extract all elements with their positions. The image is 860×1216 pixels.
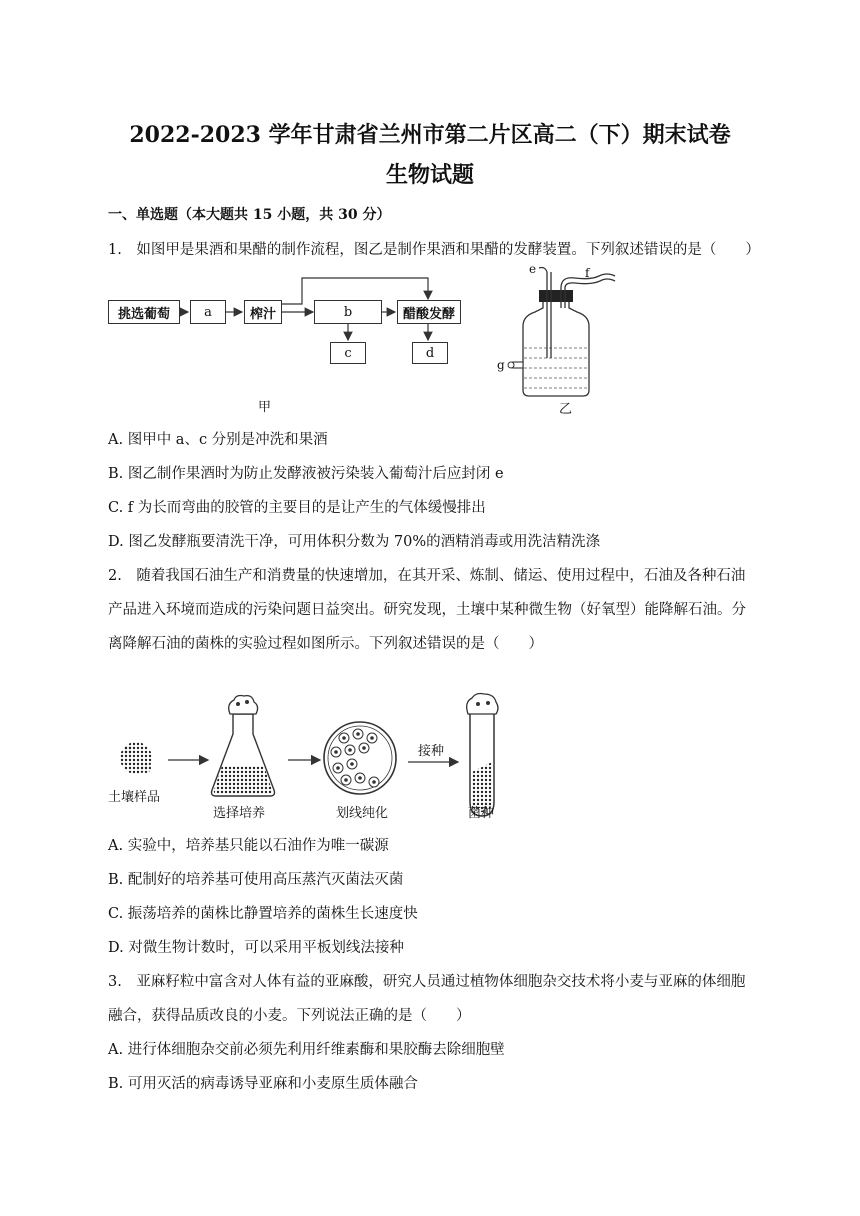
label-streak-purification: 划线纯化 — [336, 806, 389, 821]
figure-label-jia: 甲 — [258, 400, 272, 415]
label-e: e — [529, 262, 537, 276]
q2-option-b: B. 配制好的培养基可使用高压蒸汽灭菌法灭菌 — [108, 872, 404, 888]
flow-start-box: 挑选葡萄 — [108, 300, 180, 324]
label-selective-culture: 选择培养 — [213, 806, 266, 821]
label-inoculate: 接种 — [418, 744, 445, 759]
q1-option-d: D. 图乙发酵瓶要清洗干净，可用体积分数为 70%的酒精消毒或用洗洁精洗涤 — [108, 534, 601, 550]
document-title: 2022-2023 学年甘肃省兰州市第二片区高二（下）期末试卷 — [129, 122, 731, 148]
q1-option-c: C. f 为长而弯曲的胶管的主要目的是让产生的气体缓慢排出 — [108, 500, 486, 516]
label-f: f — [585, 266, 590, 280]
label-g: g — [497, 358, 505, 372]
q1-fermentation-device-figure — [495, 262, 625, 422]
flow-box-c: c — [330, 342, 366, 364]
q1-option-a: A. 图甲中 a、c 分别是冲洗和果酒 — [108, 432, 328, 448]
flow-juice-box: 榨汁 — [244, 300, 282, 324]
q2-option-c: C. 振荡培养的菌株比静置培养的菌株生长速度快 — [108, 906, 418, 922]
q2-option-a: A. 实验中，培养基只能以石油作为唯一碳源 — [108, 838, 389, 854]
flow-box-d: d — [412, 342, 448, 364]
document-subtitle: 生物试题 — [385, 162, 474, 188]
q2-stem-line-2: 产品进入环境而造成的污染问题日益突出。研究发现，土壤中某种微生物（好氧型）能降解石油。分 — [108, 602, 746, 618]
q1-flowchart-figure — [108, 270, 478, 420]
section-heading: 一、单选题（本大题共 15 小题，共 30 分） — [108, 207, 391, 223]
flow-box-b: b — [314, 300, 382, 324]
flow-vinegar-box: 醋酸发酵 — [397, 300, 461, 324]
q1-option-b: B. 图乙制作果酒时为防止发酵液被污染装入葡萄汁后应封闭 e — [108, 466, 504, 482]
q3-option-b: B. 可用灭活的病毒诱导亚麻和小麦原生质体融合 — [108, 1076, 418, 1092]
figure-label-yi: 乙 — [559, 402, 573, 417]
label-soil-sample: 土壤样品 — [108, 790, 161, 805]
q2-experiment-figure — [108, 690, 528, 826]
q2-stem-line-1: 2. 随着我国石油生产和消费量的快速增加，在其开采、炼制、储运、使用过程中，石油及各种石油 — [108, 568, 746, 584]
flow-box-a: a — [190, 300, 226, 324]
q3-stem-line-1: 3. 亚麻籽粒中富含对人体有益的亚麻酸，研究人员通过植物体细胞杂交技术将小麦与亚麻的体细胞 — [108, 974, 746, 990]
experiment-drawing — [108, 690, 528, 826]
q3-stem-line-2: 融合，获得品质改良的小麦。下列说法正确的是（ ） — [108, 1008, 471, 1024]
q2-stem-line-3: 离降解石油的菌株的实验过程如图所示。下列叙述错误的是（ ） — [108, 636, 543, 652]
q1-stem: 1. 如图甲是果酒和果醋的制作流程，图乙是制作果酒和果醋的发酵装置。下列叙述错误的是（ ） — [108, 242, 760, 258]
q2-option-d: D. 对微生物计数时，可以采用平板划线法接种 — [108, 940, 404, 956]
q3-option-a: A. 进行体细胞杂交前必须先利用纤维素酶和果胶酶去除细胞壁 — [108, 1042, 505, 1058]
label-strain: 菌种 — [468, 806, 495, 821]
